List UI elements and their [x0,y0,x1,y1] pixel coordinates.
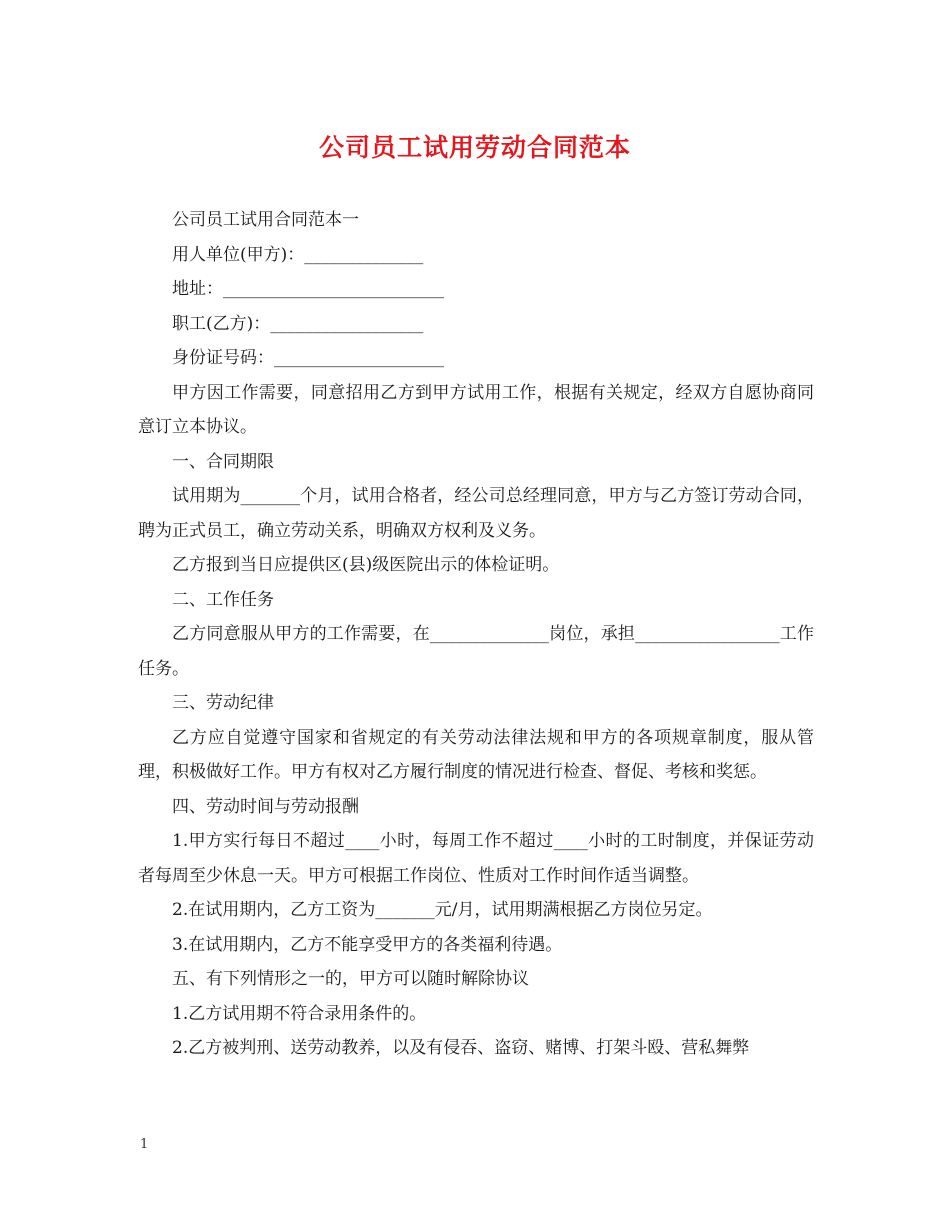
paragraph-contract-subtitle: 公司员工试用合同范本一 [172,210,359,230]
paragraph-benefits: 3.在试用期内，乙方不能享受甲方的各类福利待遇。 [172,934,563,955]
paragraph-termination-clause-1: 1.乙方试用期不符合录用条件的。 [172,1003,427,1024]
document-body [138,203,814,1066]
paragraph-health-certificate: 乙方报到当日应提供区(县)级医院出示的体检证明。 [172,555,560,575]
section-heading-termination: 五、有下列情形之一的，甲方可以随时解除协议 [172,969,529,989]
section-heading-hours-pay: 四、劳动时间与劳动报酬 [172,796,359,817]
section-heading-term: 一、合同期限 [172,451,274,472]
paragraph-employer-field: 用人单位(甲方)：______________ [172,244,424,265]
paragraph-work-assignment: 乙方同意服从甲方的工作需要，在______________岗位，承担_________________工作任务。 [138,624,814,679]
section-heading-discipline: 三、劳动纪律 [172,693,274,713]
section-heading-tasks: 二、工作任务 [172,589,274,610]
paragraph-id-number-field: 身份证号码：____________________ [172,348,444,368]
paragraph-working-hours: 1.甲方实行每日不超过____小时，每周工作不超过____小时的工时制度，并保证劳动者每周至少休息一天。甲方可根据工作岗位、性质对工作时间作适当调整。 [138,831,814,886]
paragraph-employee-field: 职工(乙方)：__________________ [172,313,424,334]
document-title: 公司员工试用劳动合同范本 [318,133,631,162]
paragraph-wage: 2.在试用期内，乙方工资为_______元/月，试用期满根据乙方岗位另定。 [172,900,713,920]
paragraph-preamble: 甲方因工作需要，同意招用乙方到甲方试用工作，根据有关规定，经双方自愿协商同意订立本协议。 [138,382,814,437]
paragraph-probation-period: 试用期为_______个月，试用合格者，经公司总经理同意，甲方与乙方签订劳动合同，聘为正式员工，确立劳动关系，明确双方权利及义务。 [138,486,814,541]
page-number: 1 [140,1137,149,1152]
paragraph-address-field: 地址：__________________________ [172,279,444,299]
paragraph-discipline-rules: 乙方应自觉遵守国家和省规定的有关劳动法律法规和甲方的各项规章制度，服从管理，积极做好工作。甲方有权对乙方履行制度的情况进行检查、督促、考核和奖惩。 [138,727,814,782]
paragraph-termination-clause-2: 2.乙方被判刑、送劳动教养，以及有侵吞、盗窃、赌博、打架斗殴、营私舞弊 [172,1038,750,1058]
